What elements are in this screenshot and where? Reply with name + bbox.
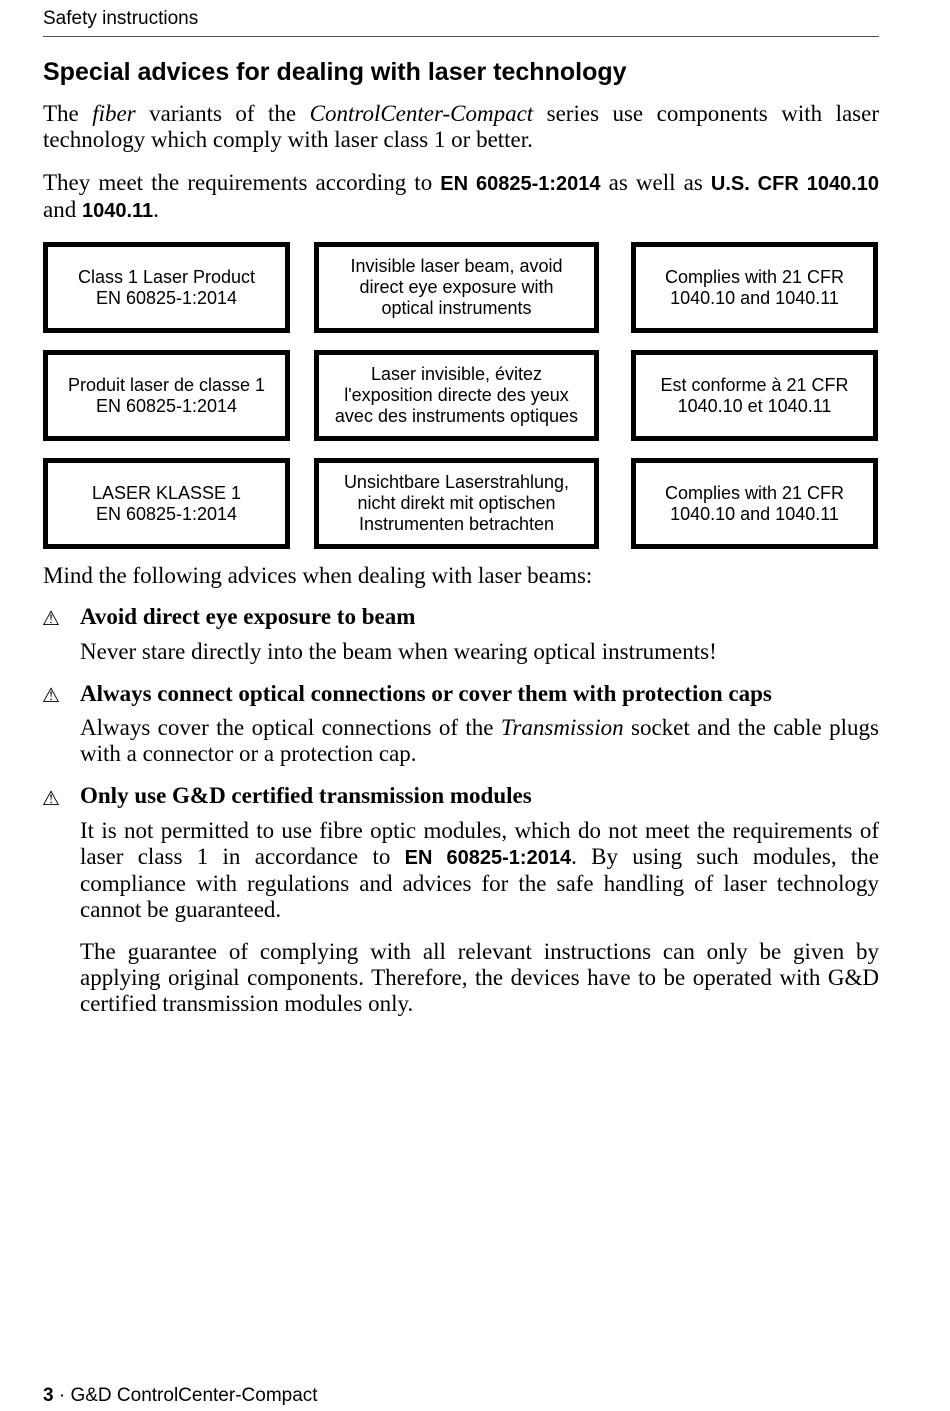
advice-text-protection-caps: Always cover the optical connections of the Transmission socket and the cable plugs with a connector or a protection cap. [80, 715, 879, 766]
section-heading: Special advices for dealing with laser technology [43, 58, 627, 86]
intro-paragraph-2: They meet the requirements according to EN 60825-1:2014 as well as U.S. CFR 1040.10 and 1040.11. [43, 170, 879, 222]
warning-icon: ⚠ [42, 685, 60, 707]
standard-reference: EN 60825-1:2014 [404, 847, 572, 869]
label-class1-fr: Produit laser de classe 1 EN 60825-1:2014 [43, 350, 290, 441]
label-class1-en: Class 1 Laser Product EN 60825-1:2014 [43, 242, 290, 333]
cfr-reference: U.S. CFR 1040.10 [710, 173, 879, 195]
intro-paragraph-1: The fiber variants of the ControlCenter-Compact series use components with laser technology which comply with laser class 1 or better. [43, 101, 879, 152]
label-invisible-beam-en: Invisible laser beam, avoid direct eye exposure with optical instruments [314, 242, 599, 333]
advice-text-certified-modules: It is not permitted to use fibre optic modules, which do not meet the requirements of laser class 1 in accordance to EN 60825-1:2014. By using such modules, the compliance with regulations and advices for the safe handling of laser technology cannot be guaranteed. [80, 818, 879, 922]
document-title: G&D ControlCenter-Compact [70, 1385, 318, 1406]
label-cfr-en: Complies with 21 CFR 1040.10 and 1040.11 [631, 242, 878, 333]
advice-title-eye-exposure: Avoid direct eye exposure to beam [80, 604, 416, 629]
cfr-reference-2: 1040.11 [81, 200, 154, 222]
standard-reference: EN 60825-1:2014 [440, 173, 601, 195]
advice-title-certified-modules: Only use G&D certified transmission modules [80, 783, 532, 808]
advice-title-protection-caps: Always connect optical connections or cover them with protection caps [80, 681, 772, 706]
mind-advices-text: Mind the following advices when dealing with laser beams: [43, 563, 593, 588]
label-cfr-fr: Est conforme à 21 CFR 1040.10 et 1040.11 [631, 350, 878, 441]
label-invisible-beam-de: Unsichtbare Laserstrahlung, nicht direkt mit optischen Instrumenten betrachten [314, 458, 599, 549]
warning-icon: ⚠ [42, 608, 60, 630]
header-divider [43, 36, 879, 37]
page-number: 3 [43, 1385, 54, 1406]
page-footer: 3 · G&D ControlCenter-Compact [43, 1385, 318, 1406]
transmission-socket-term: Transmission [500, 715, 624, 740]
advice-text-guarantee: The guarantee of complying with all relevant instructions can only be given by applying original components. Therefore, the devices have to be operated with G&D certified transmission modules only. [80, 939, 879, 1016]
label-invisible-beam-fr: Laser invisible, évitez l'exposition directe des yeux avec des instruments optiques [314, 350, 599, 441]
advice-text-eye-exposure: Never stare directly into the beam when wearing optical instruments! [80, 639, 717, 664]
label-class1-de: LASER KLASSE 1 EN 60825-1:2014 [43, 458, 290, 549]
warning-icon: ⚠ [42, 788, 60, 810]
running-header: Safety instructions [43, 8, 199, 29]
label-cfr-de: Complies with 21 CFR 1040.10 and 1040.11 [631, 458, 878, 549]
fiber-term: fiber [92, 101, 136, 126]
product-name: ControlCenter-Compact [309, 101, 534, 126]
